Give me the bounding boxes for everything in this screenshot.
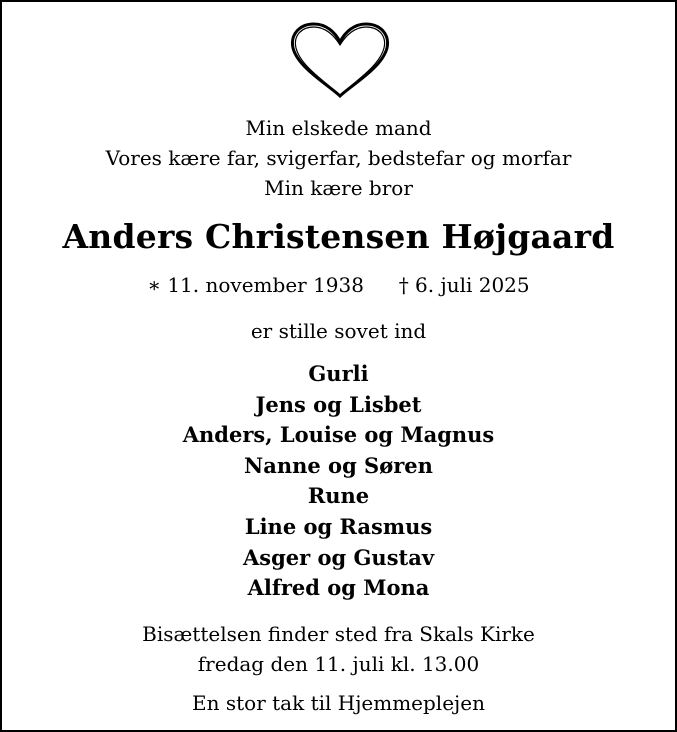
- mourner-name: Gurli: [308, 361, 369, 386]
- mourner-name: Jens og Lisbet: [255, 391, 422, 417]
- deceased-name: Anders Christensen Højgaard: [62, 217, 615, 256]
- sleep-text: er stille sovet ind: [250, 319, 427, 343]
- heart-outline-icon: [290, 22, 390, 98]
- funeral-info: Bisættelsen finder sted fra Skals Kirke: [142, 622, 535, 646]
- death-date: 6. juli 2025: [415, 273, 530, 297]
- life-dates: [2, 273, 675, 297]
- mourner-name: Asger og Gustav: [242, 544, 435, 570]
- mourner-name: Alfred og Mona: [247, 575, 430, 601]
- mourner-name: Nanne og Søren: [244, 452, 433, 478]
- mourner-name: Line og Rasmus: [244, 514, 433, 539]
- death-cross-icon: †: [398, 273, 409, 297]
- mourner-name: Anders, Louise og Magnus: [182, 422, 495, 448]
- intro-line: Vores kære far, svigerfar, bedstefar og morfar: [105, 146, 572, 170]
- mourner-name: Rune: [307, 483, 370, 509]
- birth-date: 11. november 1938: [167, 273, 364, 297]
- birth-star-icon: ∗: [147, 273, 161, 297]
- thanks-text: En stor tak til Hjemmeplejen: [192, 691, 485, 715]
- intro-line: Min kære bror: [264, 176, 413, 200]
- funeral-info: fredag den 11. juli kl. 13.00: [197, 652, 480, 676]
- intro-line: Min elskede mand: [245, 116, 432, 140]
